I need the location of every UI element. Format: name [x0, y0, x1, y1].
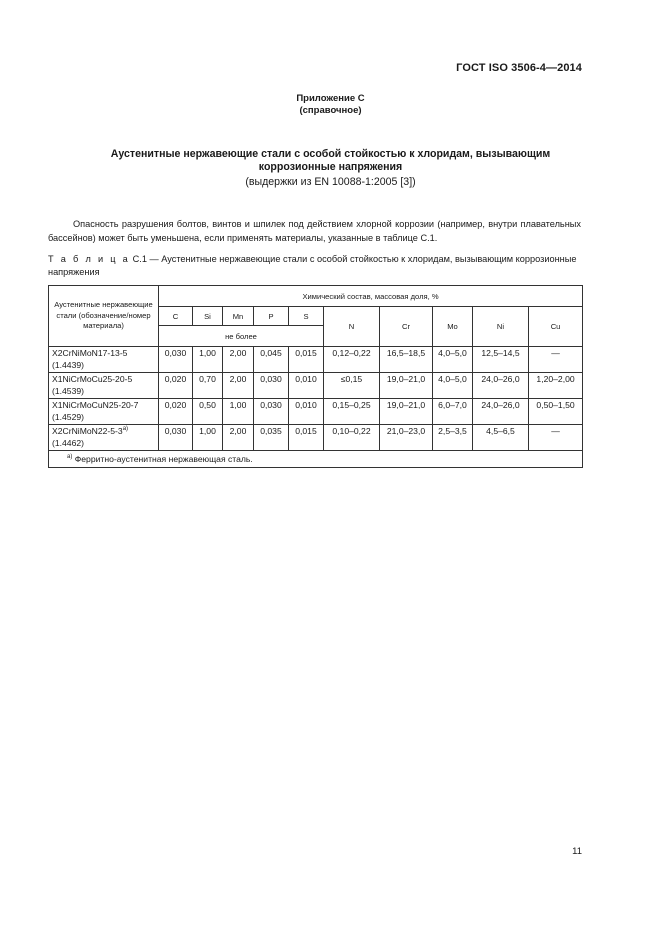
appendix-title: [60, 148, 601, 174]
table-footnote-row: [49, 451, 583, 468]
value-cell: 4,0–5,0: [433, 373, 473, 399]
appendix-subtitle: (выдержки из EN 10088-1:2005 [3]): [245, 176, 416, 188]
material-number: (1.4462): [52, 437, 85, 448]
value-cell: —: [529, 347, 583, 373]
grade-cell: [49, 399, 159, 425]
value-cell: 0,045: [254, 347, 289, 373]
value-cell: 6,0–7,0: [433, 399, 473, 425]
element-header-cr: Cr: [380, 307, 433, 347]
value-cell: 0,10–0,22: [324, 425, 380, 451]
grade-cell: [49, 425, 159, 451]
value-cell: 19,0–21,0: [380, 373, 433, 399]
appendix-heading: [0, 93, 661, 117]
element-header-p: P: [254, 307, 289, 326]
value-cell: 1,00: [193, 425, 223, 451]
value-cell: 4,5–6,5: [473, 425, 529, 451]
grade-cell: [49, 347, 159, 373]
value-cell: 16,5–18,5: [380, 347, 433, 373]
value-cell: 12,5–14,5: [473, 347, 529, 373]
grade-cell: [49, 373, 159, 399]
value-cell: 0,030: [159, 425, 193, 451]
value-cell: 0,50–1,50: [529, 399, 583, 425]
value-cell: 0,50: [193, 399, 223, 425]
material-number: (1.4439): [52, 359, 85, 370]
value-cell: ≤0,15: [324, 373, 380, 399]
value-cell: 0,70: [193, 373, 223, 399]
element-header-mo: Mo: [433, 307, 473, 347]
table-caption: [48, 253, 588, 278]
footnote-mark: а): [67, 453, 73, 460]
value-cell: 1,00: [193, 347, 223, 373]
title-line-2: коррозионные напряжения: [258, 161, 403, 173]
table-caption-prefix: Т а б л и ц а: [48, 254, 131, 264]
element-header-cu: Cu: [529, 307, 583, 347]
page-number: 11: [572, 846, 582, 857]
element-header-ni: Ni: [473, 307, 529, 347]
grade-designation: X1NiCrMoCuN25-20-7: [52, 400, 139, 410]
value-cell: 0,020: [159, 373, 193, 399]
value-cell: 0,015: [289, 347, 324, 373]
value-cell: 1,00: [223, 399, 254, 425]
value-cell: 0,030: [254, 373, 289, 399]
appendix-label: Приложение С: [296, 93, 365, 104]
element-header-s: S: [289, 307, 324, 326]
table-footnote: [49, 451, 583, 468]
value-cell: 0,010: [289, 373, 324, 399]
material-number: (1.4539): [52, 385, 85, 396]
table-row: [49, 373, 583, 399]
value-cell: 0,015: [289, 425, 324, 451]
grade-column-header: Аустенитные нержавеющие стали (обозначение/номер материала): [49, 286, 159, 347]
element-header-mn: Mn: [223, 307, 254, 326]
title-line-1: Аустенитные нержавеющие стали с особой стойкостью к хлоридам, вызывающим: [110, 148, 551, 160]
value-cell: 4,0–5,0: [433, 347, 473, 373]
footnote-reference: a): [122, 426, 129, 433]
grade-designation: X2CrNiMoN22-5-3: [52, 426, 123, 436]
table-caption-text: С.1 — Аустенитные нержавеющие стали с особой стойкостью к хлоридам, вызывающим коррозионные напряжения: [48, 254, 577, 277]
value-cell: 24,0–26,0: [473, 373, 529, 399]
value-cell: 0,020: [159, 399, 193, 425]
not-more-header: не более: [159, 326, 324, 347]
value-cell: 2,5–3,5: [433, 425, 473, 451]
value-cell: 2,00: [223, 425, 254, 451]
standard-code: ГОСТ ISO 3506-4—2014: [456, 62, 582, 74]
element-header-n: N: [324, 307, 380, 347]
value-cell: 21,0–23,0: [380, 425, 433, 451]
value-cell: 0,010: [289, 399, 324, 425]
grade-designation: X2CrNiMoN17-13-5: [52, 348, 128, 358]
table-row: [49, 399, 583, 425]
element-header-c: C: [159, 307, 193, 326]
value-cell: 19,0–21,0: [380, 399, 433, 425]
value-cell: 0,15–0,25: [324, 399, 380, 425]
value-cell: 0,030: [159, 347, 193, 373]
value-cell: 24,0–26,0: [473, 399, 529, 425]
value-cell: 0,030: [254, 399, 289, 425]
appendix-status: (справочное): [299, 105, 362, 116]
body-paragraph: Опасность разрушения болтов, винтов и шпилек под действием хлорной коррозии (например, внутри плавательных бассейнов) может быть уменьшена, если применять материалы, указанные в таблице С.1.: [48, 219, 581, 243]
value-cell: 0,035: [254, 425, 289, 451]
composition-table: [48, 285, 583, 468]
footnote-text: Ферритно-аустенитная нержавеющая сталь.: [72, 453, 253, 464]
element-header-si: Si: [193, 307, 223, 326]
value-cell: 0,12–0,22: [324, 347, 380, 373]
value-cell: 1,20–2,00: [529, 373, 583, 399]
value-cell: 2,00: [223, 347, 254, 373]
grade-designation: X1NiCrMoCu25-20-5: [52, 374, 133, 384]
value-cell: 2,00: [223, 373, 254, 399]
chemical-composition-header: Химический состав, массовая доля, %: [159, 286, 583, 307]
table-row: [49, 347, 583, 373]
material-number: (1.4529): [52, 411, 85, 422]
table-row: [49, 425, 583, 451]
value-cell: —: [529, 425, 583, 451]
